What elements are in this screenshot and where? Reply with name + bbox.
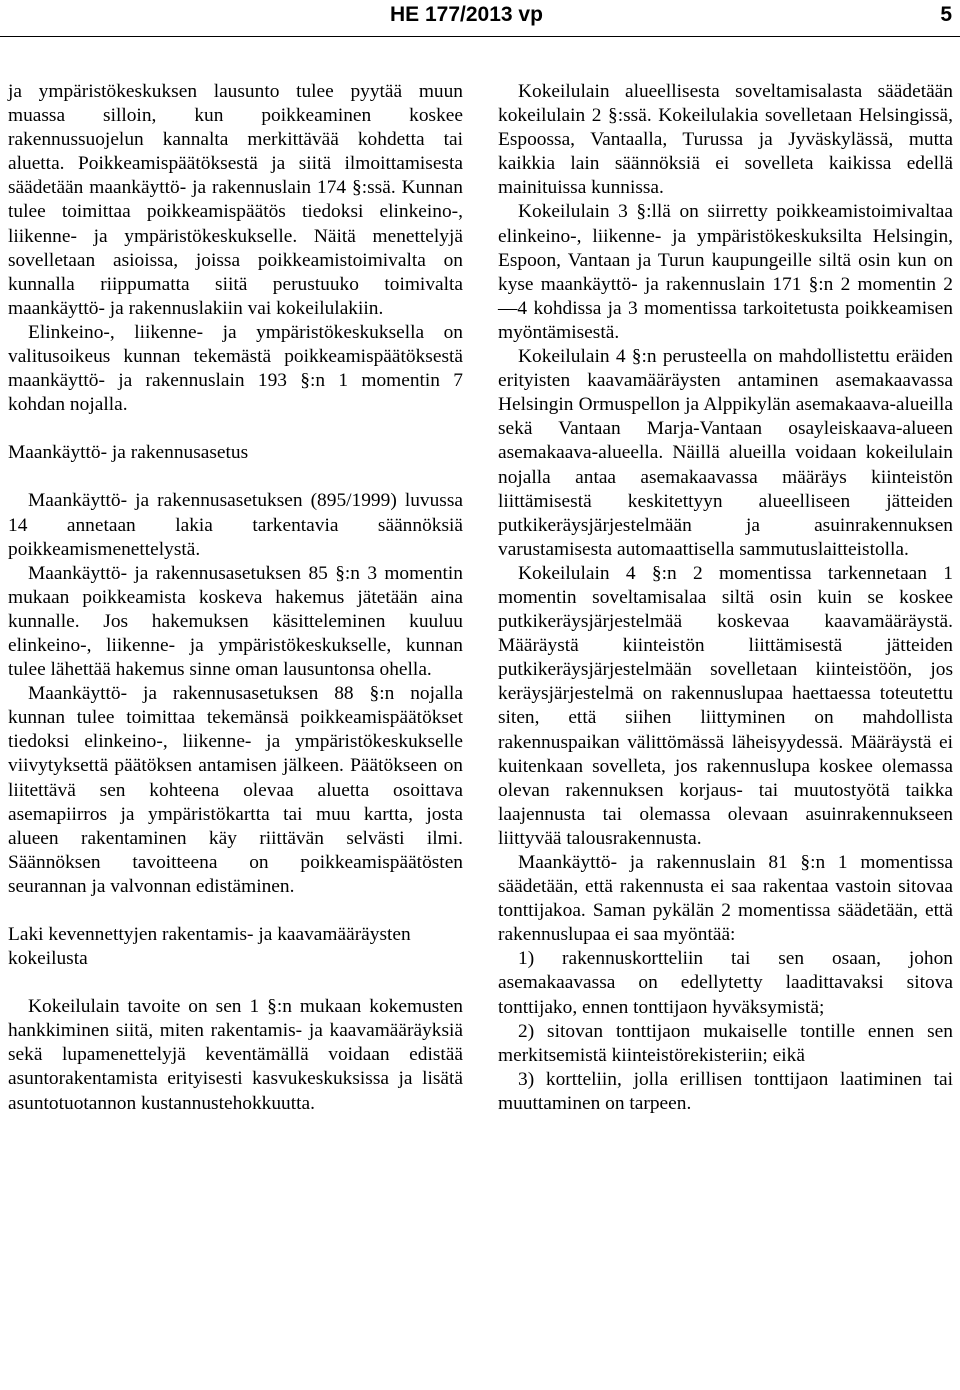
paragraph: Maankäyttö- ja rakennusasetuksen (895/1999) luvussa 14 annetaan lakia tarkentavia säännöksiä poikkeamismenettelystä. <box>8 490 463 560</box>
paragraph: Kokeilulain alueellisesta soveltamisalasta säädetään kokeilulain 2 §:ssä. Kokeilulakia sovelletaan Helsingissä, Espoossa, Vantaalla, Turussa ja Jyväskylässä, mutta kaikkia lain säännöksiä ei sovelleta kaikissa edellä mainituissa kunnissa. <box>498 81 953 199</box>
right-column <box>498 80 953 1116</box>
paragraph: Elinkeino-, liikenne- ja ympäristökeskuksella on valitusoikeus kunnan tekemästä poikkeamispäätöksestä maankäyttö- ja rakennuslain 193 §:n 1 momentin 7 kohdan nojalla. <box>8 321 463 416</box>
page-header <box>0 0 960 38</box>
paragraph: Maankäyttö- ja rakennuslain 81 §:n 1 momentissa säädetään, että rakennusta ei saa rakentaa vastoin sitovaa tonttijakoa. Saman pykälän 2 momentissa säädetään, että rakennuslupaa ei saa myöntää: <box>498 852 953 946</box>
paragraph: Kokeilulain 4 §:n perusteella on mahdollistettu eräiden erityisten kaavamääräysten antaminen asemakaavassa Helsingin Ormuspellon ja Alppikylän asemakaava-alueilla sekä Vantaan Marja-Vantaan osayleiskaava-alueen asemakaava-alueella. Näillä alueilla voidaan kokeilulain nojalla antaa asemakaavassa määräys kiinteistön liittämisestä keskitettyyn alueelliseen jätteiden putkikeräysjärjestelmään ja asuinrakennuksen varustamisesta automaattisella sammutuslaitteistolla. <box>498 346 953 560</box>
paragraph: Kokeilulain 4 §:n 2 momentissa tarkennetaan 1 momentin soveltamisalaa siltä osin kuin se koskee putkikeräysjärjestelmää koskevaa kaavamääräystä. Määräystä kiinteistön liittämisestä jätteiden putkikeräysjärjestelmään sovelletaan kiinteistöön, jos keräysjärjestelmä on rakennuslupaa haettaessa toteutettu siten, että siihen liittyminen on mahdollista rakennuspaikan välittömässä läheisyydessä. Määräystä ei kuitenkaan sovelleta, jos rakennuslupa koskee olemassa olevan rakennuksen korjaus- tai muutostyötä taikka laajennusta tai olemassa olevaan asuinrakennukseen liittyvää talousrakennusta. <box>498 562 953 849</box>
paragraph: Maankäyttö- ja rakennusasetuksen 85 §:n 3 momentin mukaan poikkeamista koskeva hakemus jätetään aina kunnalle. Jos hakemuksen käsitteleminen kuuluu elinkeino-, liikenne- ja ympäristökeskukselle, kunnan tulee lähettää hakemus sinne oman lausuntonsa ohella. <box>8 562 463 681</box>
list-item: 1) rakennuskortteliin tai sen osaan, johon asemakaavassa on edellytetty laadittavaksi sitova tonttijako, ennen tonttijaon hyväksymistä; <box>498 948 953 1018</box>
page-number: 5 <box>940 3 952 26</box>
header-rule <box>0 36 960 37</box>
section-heading: Maankäyttö- ja rakennusasetus <box>8 442 249 464</box>
section-heading: Laki kevennettyjen rakentamis- ja kaavamääräysten kokeilusta <box>8 924 411 970</box>
left-column <box>8 80 463 1116</box>
paragraph: Kokeilulain 3 §:llä on siirretty poikkeamistoimivaltaa elinkeino-, liikenne- ja ympäristökeskuksilta Helsingin, Espoon, Vantaan ja Turun kaupungeille siltä osin kun on kyse maankäyttö- ja rakennuslain 171 §:n 2 momentin 2—4 kohdissa ja 3 momentissa tarkoitetusta poikkeamisen myöntämisestä. <box>498 201 953 343</box>
paragraph: Kokeilulain tavoite on sen 1 §:n mukaan kokemusten hankkiminen siitä, miten rakentamis- ja kaavamääräyksiä sekä lupamenettelyjä keventämällä voidaan edistää asuntorakentamista erityisesti kasvukeskuksissa ja lisätä asuntotuotannon kustannustehokkuutta. <box>8 996 463 1114</box>
paragraph: ja ympäristökeskuksen lausunto tulee pyytää muun muassa silloin, kun poikkeaminen koskee rakennussuojelun kannalta merkittävää kohdetta tai aluetta. Poikkeamispäätöksestä ja siitä ilmoittamisesta säädetään maankäyttö- ja rakennuslain 174 §:ssä. Kunnan tulee toimittaa poikkeamispäätös tiedoksi elinkeino-, liikenne- ja ympäristökeskukselle. Näitä menettelyjä sovelletaan asioissa, joissa poikkeamistoimivalta on kunnalla riippumatta siitä perustuuko toimivalta maankäyttö- ja rakennuslakiin vai kokeilulakiin. <box>8 81 463 319</box>
document-id: HE 177/2013 vp <box>390 3 543 26</box>
list-item: 2) sitovan tonttijaon mukaiselle tontille ennen sen merkitsemistä kiinteistörekisteriin; eikä <box>498 1020 953 1066</box>
paragraph: Maankäyttö- ja rakennusasetuksen 88 §:n nojalla kunnan tulee toimittaa tekemänsä poikkeamispäätökset tiedoksi elinkeino-, liikenne- ja ympäristökeskukselle viivytyksettä päätöksen antamisen jälkeen. Päätökseen on liitettävä sen kohteena olevaa aluetta osoittava asemapiirros ja ympäristökartta tai muu kartta, josta alueen rakentaminen käy riittävän selvästi ilmi. Säännöksen tavoitteena on poikkeamispäätösten seurannan ja valvonnan edistäminen. <box>8 683 463 897</box>
list-item: 3) kortteliin, jolla erillisen tonttijaon laatiminen tai muuttaminen on tarpeen. <box>498 1068 953 1114</box>
